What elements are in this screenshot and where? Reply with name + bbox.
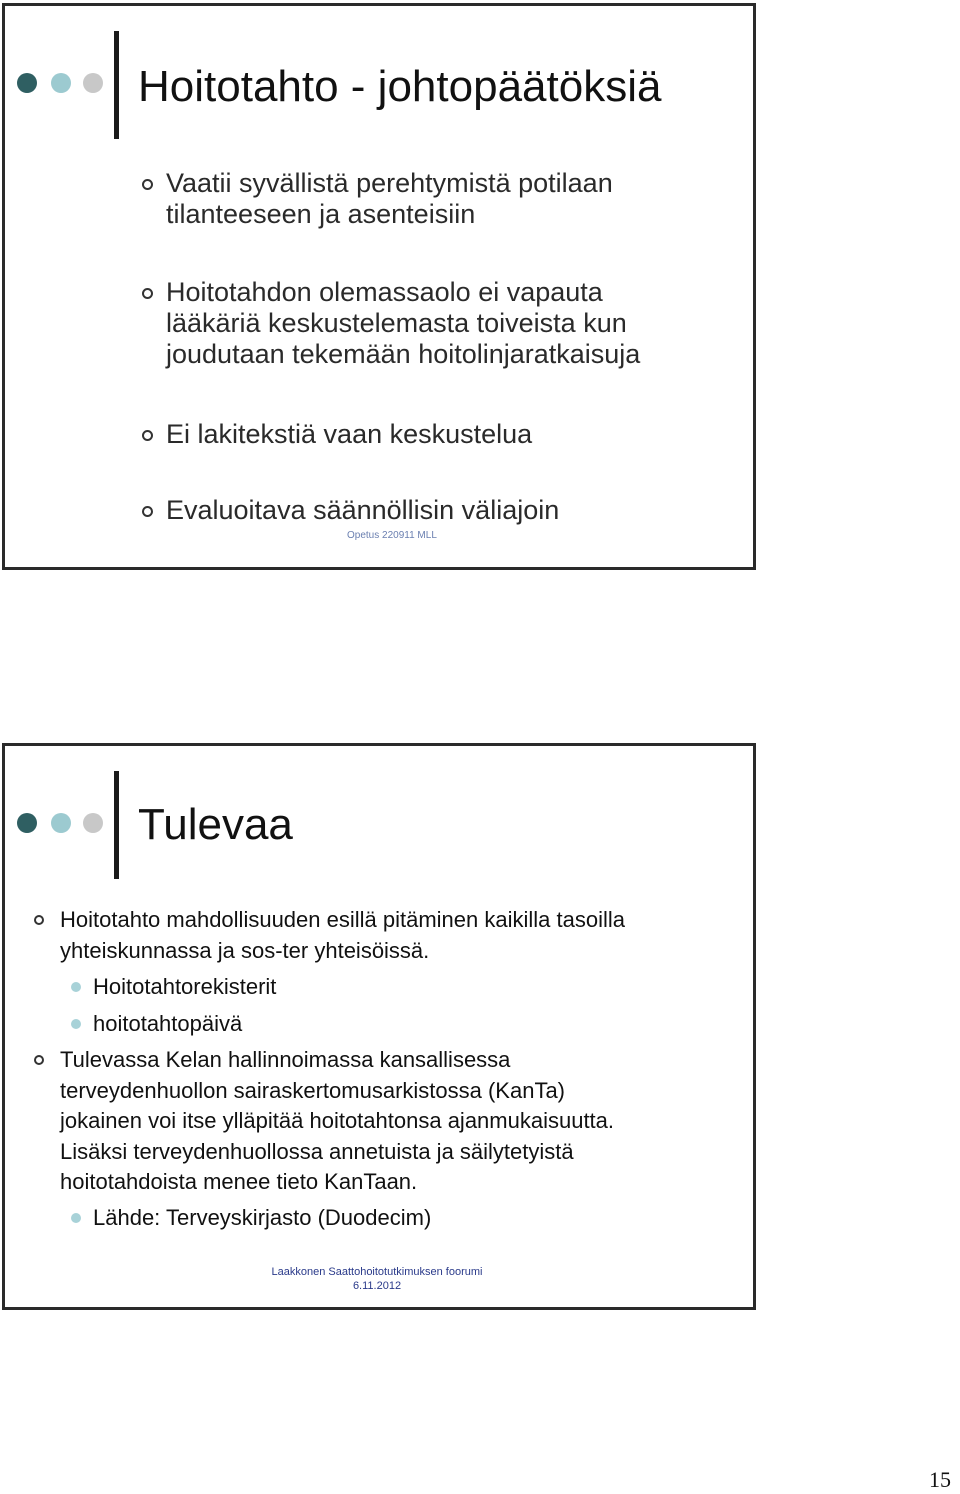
page-number: 15 <box>929 1467 951 1492</box>
footer-author: Laakkonen Saattohoitotutkimuksen foorumi <box>271 1266 483 1278</box>
bullet-line: Vaatii syvällistä perehtymistä potilaan <box>166 168 613 198</box>
bullet-line: terveydenhuollon sairaskertomusarkistossa (KanTa) <box>60 1077 566 1103</box>
sub-bullet-text: Hoitotahtorekisterit <box>93 974 277 999</box>
sub-bullet-text: hoitotahtopäivä <box>93 1011 243 1036</box>
dot-light-icon <box>83 813 103 833</box>
bullet-ring-icon <box>142 288 153 299</box>
bullet-line: Hoitotahto mahdollisuuden esillä pitäminen kaikilla tasoilla <box>60 907 625 932</box>
slide-title: Tulevaa <box>138 800 293 849</box>
dot-mid-icon <box>51 813 71 833</box>
slide-footer: Opetus 220911 MLL <box>347 530 437 541</box>
bullet-text <box>60 1045 614 1198</box>
title-divider <box>114 31 119 139</box>
sub-bullet-text: Lähde: Terveyskirjasto (Duodecim) <box>93 1205 432 1230</box>
bullet-ring-icon <box>34 915 44 925</box>
bullet-line: joudutaan tekemään hoitolinjaratkaisuja <box>166 339 641 369</box>
dot-light-icon <box>83 73 103 93</box>
dot-mid-icon <box>51 73 71 93</box>
dot-dark-icon <box>17 813 37 833</box>
title-divider <box>114 771 119 879</box>
bullet-ring-icon <box>142 506 153 517</box>
bullet-line: yhteiskunnassa ja sos-ter yhteisöissä. <box>60 937 430 963</box>
bullet-text <box>166 168 613 230</box>
footer-date: 6.11.2012 <box>352 1280 402 1292</box>
sub-bullet-icon <box>71 1019 81 1029</box>
bullet-ring-icon <box>142 179 153 190</box>
slide-footer <box>1 1265 753 1293</box>
bullet-ring-icon <box>142 430 153 441</box>
bullet-line: lääkäriä keskustelemasta toiveista kun <box>166 308 627 338</box>
slide-tulevaa <box>2 743 756 1310</box>
bullet-line: Evaluoitava säännöllisin väliajoin <box>166 495 560 525</box>
sub-bullet-icon <box>71 982 81 992</box>
bullet-text <box>60 905 625 966</box>
bullet-line: Tulevassa Kelan hallinnoimassa kansallisessa <box>60 1047 511 1072</box>
bullet-line: tilanteeseen ja asenteisiin <box>166 199 476 229</box>
bullet-line: hoitotahdoista menee tieto KanTaan. <box>60 1169 418 1194</box>
bullet-text <box>166 419 532 450</box>
slide-title: Hoitotahto - johtopäätöksiä <box>138 62 662 111</box>
bullet-line: Ei lakitekstiä vaan keskustelua <box>166 419 533 449</box>
dot-dark-icon <box>17 73 37 93</box>
sub-bullet-icon <box>71 1213 81 1223</box>
bullet-text <box>166 495 559 526</box>
bullet-text <box>166 277 640 370</box>
bullet-line: Hoitotahdon olemassaolo ei vapauta <box>166 277 603 307</box>
slide-hoitotahto-johtopaatoksia <box>2 3 756 570</box>
bullet-line: Lisäksi terveydenhuollossa annetuista ja säilytetyistä <box>60 1138 574 1164</box>
bullet-line: jokainen voi itse ylläpitää hoitotahtonsa ajanmukaisuutta. <box>60 1108 615 1133</box>
bullet-ring-icon <box>34 1055 44 1065</box>
